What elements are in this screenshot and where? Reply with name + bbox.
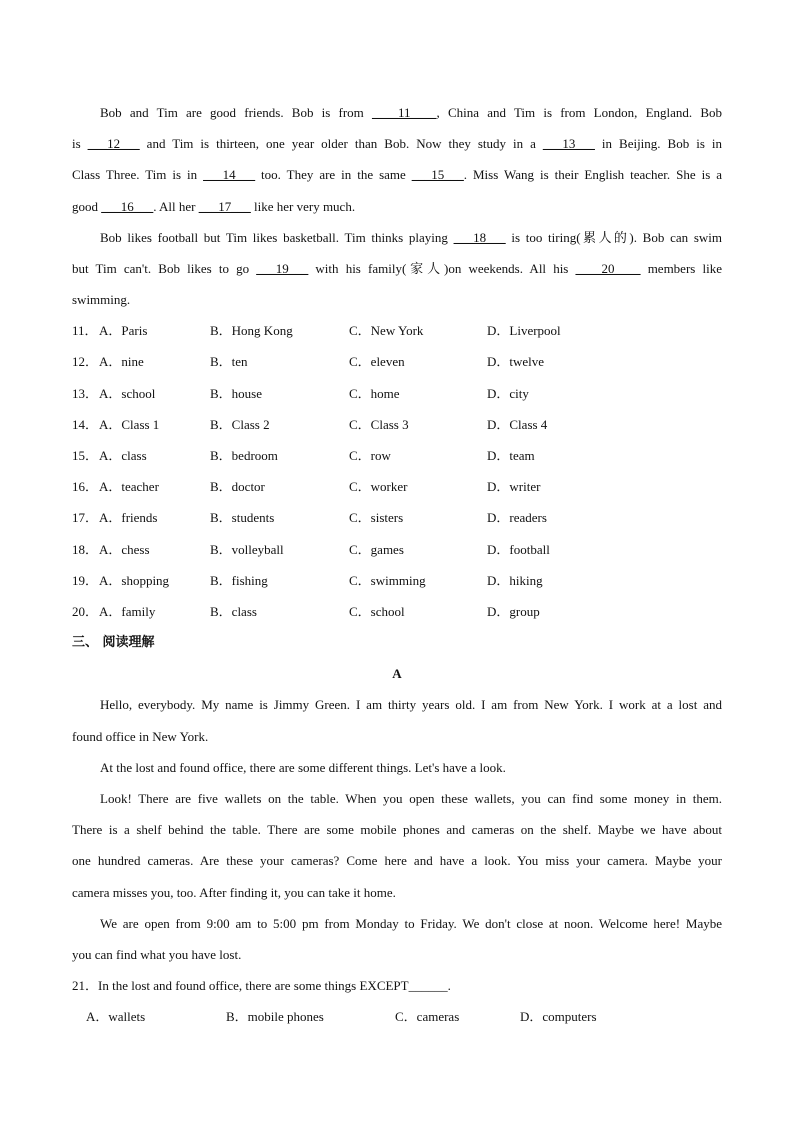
question-number: 20． (72, 604, 99, 619)
option-b: B．house (210, 386, 263, 401)
option-a: A．Class 1 (99, 417, 160, 432)
blank-14: ___14___ (203, 167, 256, 182)
passage-line: Look! There are five wallets on the table. When you open these wallets, you can find some money in them. (100, 791, 722, 806)
option-d: D．football (487, 542, 550, 557)
question-number: 18． (72, 542, 99, 557)
option-c: C．swimming (349, 573, 426, 588)
question-number: 11． (72, 323, 98, 338)
passage-line: you can find what you have lost. (72, 947, 242, 962)
option-d: D．Class 4 (487, 417, 548, 432)
blank-11: ____11____ (372, 105, 437, 120)
option-a: A．nine (99, 354, 144, 369)
question-options (0, 1008, 794, 1026)
question-number: 17． (72, 510, 99, 525)
option-b: B．Class 2 (210, 417, 270, 432)
option-b: B．volleyball (210, 542, 284, 557)
option-c: C．cameras (395, 1009, 460, 1024)
passage-line: There is a shelf behind the table. There are some mobile phones and cameras on the shelf. Maybe we have about (72, 822, 722, 837)
question-row (72, 416, 722, 434)
blank-20: ____20____ (575, 261, 641, 276)
option-a: A．teacher (99, 479, 159, 494)
cloze-line: is ___12___ and Tim is thirteen, one year older than Bob. Now they study in a ___13___ in Beijing. Bob is in (72, 136, 722, 151)
blank-16: ___16___ (101, 199, 154, 214)
blank-13: ___13___ (542, 136, 595, 151)
question-row (72, 322, 722, 340)
question-number: 14． (72, 417, 99, 432)
option-b: B．Hong Kong (210, 323, 293, 338)
cloze-line: Bob likes football but Tim likes basketball. Tim thinks playing ___18___ is too tiring(累人的). Bob can swim (100, 230, 722, 245)
question-number: 12． (72, 354, 99, 369)
question-number: 15． (72, 448, 99, 463)
passage-heading: A (392, 666, 402, 681)
option-a: A．friends (99, 510, 158, 525)
question-row (72, 478, 722, 496)
option-d: D．Liverpool (487, 323, 561, 338)
option-d: D．group (487, 604, 540, 619)
cloze-line: Class Three. Tim is in ___14___ too. They are in the same ___15___. Miss Wang is their English teacher. She is a (72, 167, 722, 182)
option-c: C．eleven (349, 354, 405, 369)
option-c: C．sisters (349, 510, 404, 525)
option-d: D．city (487, 386, 529, 401)
cloze-line: but Tim can't. Bob likes to go ___19___ with his family(家人)on weekends. All his ____20____ members like (72, 261, 722, 276)
option-b: B．doctor (210, 479, 265, 494)
passage-line: Hello, everybody. My name is Jimmy Green. I am thirty years old. I am from New York. I work at a lost and (100, 697, 722, 712)
option-d: D．readers (487, 510, 547, 525)
option-d: D．hiking (487, 573, 543, 588)
option-d: D．computers (520, 1009, 597, 1024)
section-heading: 三、 阅读理解 (72, 635, 155, 650)
option-a: A．family (99, 604, 156, 619)
question-row (72, 572, 722, 590)
question-number: 16． (72, 479, 99, 494)
question-row (72, 353, 722, 371)
option-b: B．mobile phones (226, 1009, 324, 1024)
question-row (72, 447, 722, 465)
option-c: C．school (349, 604, 405, 619)
option-a: A．school (99, 386, 156, 401)
question-number: 13． (72, 386, 99, 401)
option-a: A．chess (99, 542, 150, 557)
option-c: C．home (349, 386, 400, 401)
passage-line: found office in New York. (72, 729, 209, 744)
question-row (72, 509, 722, 527)
question-number: 19． (72, 573, 99, 588)
option-b: B．fishing (210, 573, 268, 588)
blank-19: ___19___ (256, 261, 309, 276)
blank-12: ___12___ (87, 136, 140, 151)
option-c: C．row (349, 448, 391, 463)
passage-line: one hundred cameras. Are these your cameras? Come here and have a look. You miss your camera. Maybe your (72, 853, 722, 868)
option-a: A．shopping (99, 573, 170, 588)
option-d: D．team (487, 448, 535, 463)
question-row (72, 603, 722, 621)
cloze-line: Bob and Tim are good friends. Bob is from ____11____, China and Tim is from London, England. Bob (100, 105, 723, 120)
question-row (72, 385, 722, 403)
option-b: B．class (210, 604, 257, 619)
option-c: C．games (349, 542, 404, 557)
option-c: C．worker (349, 479, 408, 494)
option-a: A．Paris (99, 323, 148, 338)
option-b: B．students (210, 510, 275, 525)
option-a: A．class (99, 448, 147, 463)
blank-15: ___15___ (411, 167, 464, 182)
option-b: B．ten (210, 354, 248, 369)
blank-17: ___17___ (198, 199, 251, 214)
passage-line: We are open from 9:00 am to 5:00 pm from Monday to Friday. We don't close at noon. Welcome here! Maybe (100, 916, 722, 931)
option-a: A．wallets (86, 1009, 146, 1024)
option-c: C．Class 3 (349, 417, 409, 432)
option-b: B．bedroom (210, 448, 278, 463)
question-row (72, 541, 722, 559)
option-d: D．writer (487, 479, 541, 494)
option-d: D．twelve (487, 354, 545, 369)
cloze-line: swimming. (72, 292, 131, 307)
passage-line: At the lost and found office, there are some different things. Let's have a look. (100, 760, 506, 775)
question-stem: 21．In the lost and found office, there are some things EXCEPT______. (72, 978, 451, 993)
option-c: C．New York (349, 323, 424, 338)
blank-18: ___18___ (453, 230, 506, 245)
passage-line: camera misses you, too. After finding it, you can take it home. (72, 885, 396, 900)
cloze-line: good ___16___. All her ___17___ like her very much. (72, 199, 356, 214)
